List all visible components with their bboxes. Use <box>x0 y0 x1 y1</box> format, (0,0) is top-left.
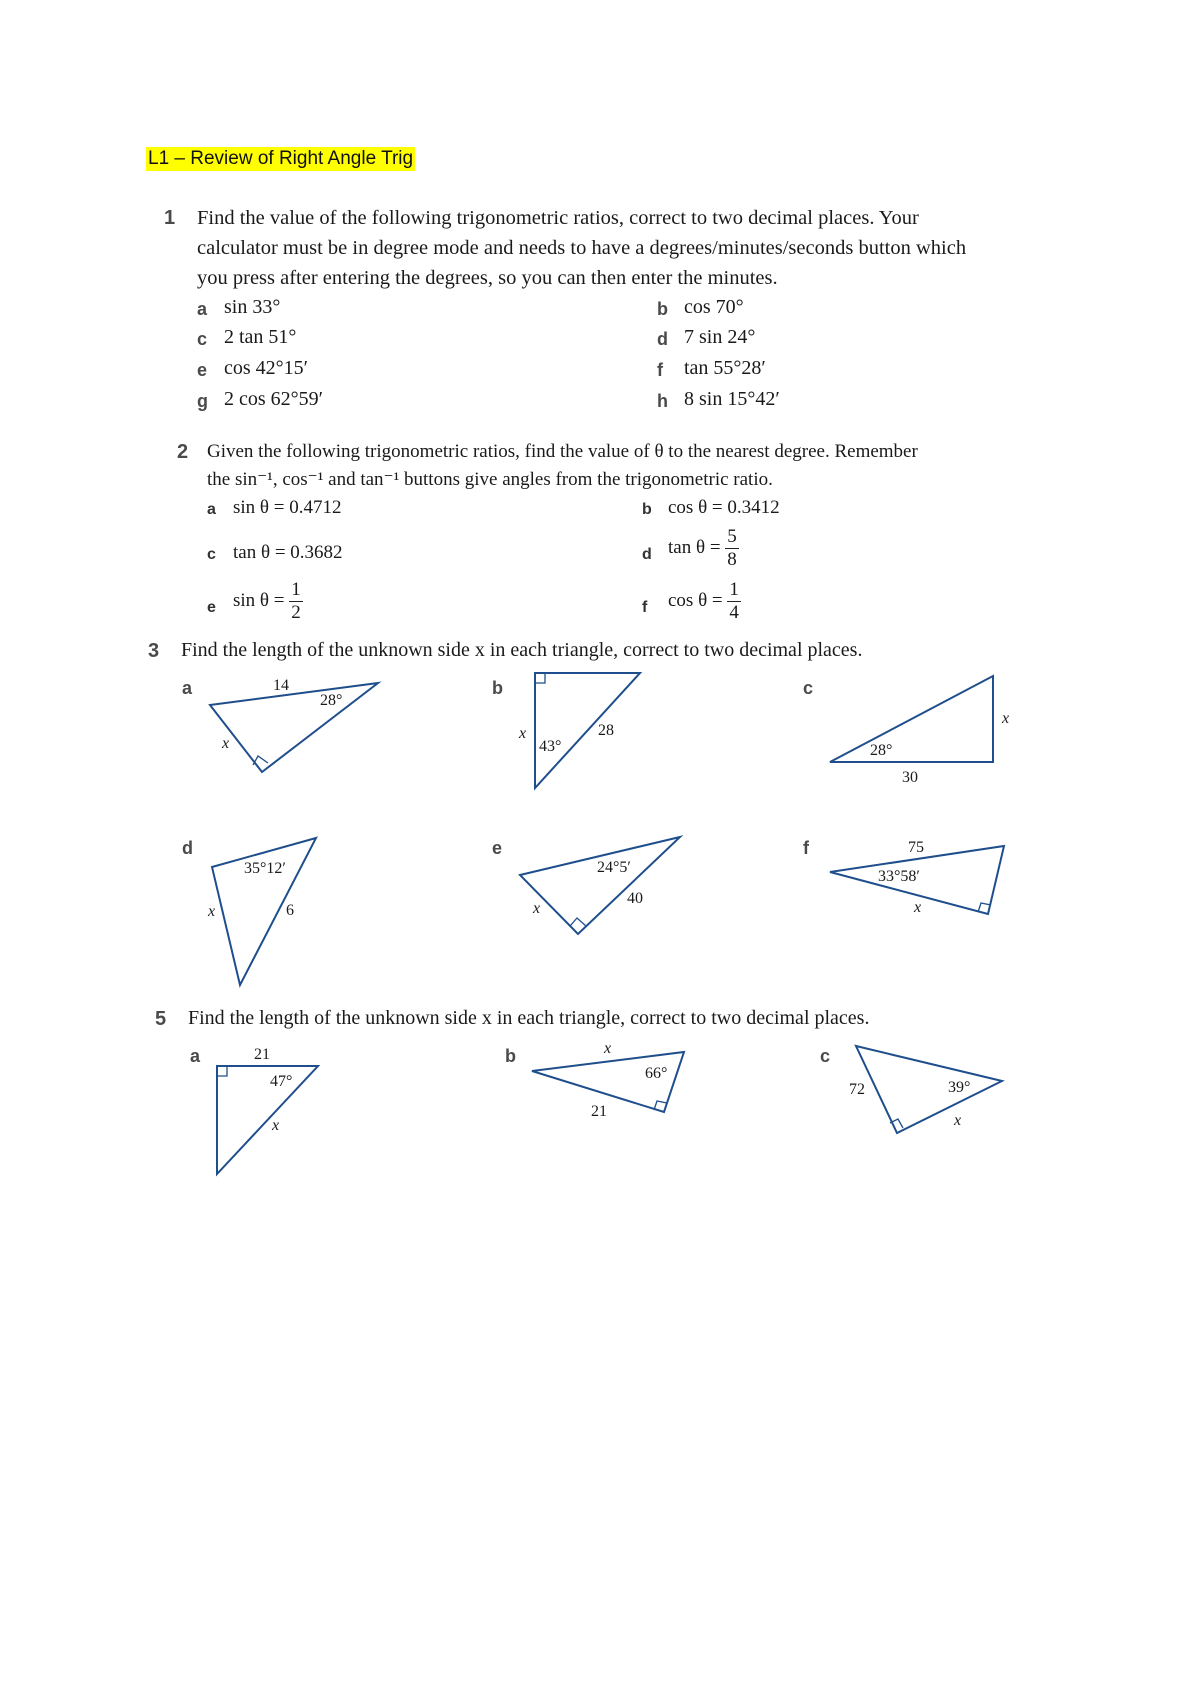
fraction-numerator: 1 <box>291 579 301 600</box>
q1-part-label: b <box>657 299 668 319</box>
q5a-triangle <box>217 1066 318 1174</box>
q1-part-expr: cos 70° <box>684 296 744 318</box>
q3e-side-label: 40 <box>627 890 643 907</box>
q3-number: 3 <box>148 640 160 662</box>
q2-part-expr: sin θ = 0.4712 <box>233 497 342 518</box>
q3e-right-angle-mark <box>570 918 586 926</box>
q2-part-expr: tan θ = 0.3682 <box>233 542 343 563</box>
q3a-triangle <box>210 683 378 772</box>
q1-part-expr: cos 42°15′ <box>224 357 309 379</box>
q1-part-expr: 2 tan 51° <box>224 326 297 348</box>
q2-part-expr: cos θ = <box>668 589 723 611</box>
q2-text-line: Given the following trigonometric ratios, find the value of θ to the nearest degree. Remember <box>207 441 918 462</box>
q1-part-expr: sin 33° <box>224 296 281 318</box>
q5-triangle-label: c <box>820 1046 831 1066</box>
q5a-angle-label: 47° <box>270 1073 293 1090</box>
q3-triangle-label: c <box>803 678 814 698</box>
page-title: L1 – Review of Right Angle Trig <box>148 148 414 169</box>
q3-triangle-label: f <box>803 838 809 858</box>
q5a-side-label: 21 <box>254 1046 270 1063</box>
q3e-unknown-label: x <box>533 900 541 917</box>
q1-part-expr: tan 55°28′ <box>684 357 766 379</box>
q3b-unknown-label: x <box>519 725 527 742</box>
q3c-unknown-label: x <box>1002 710 1010 727</box>
q1-part-expr: 7 sin 24° <box>684 326 756 348</box>
q1-part-expr: 8 sin 15°42′ <box>684 388 780 410</box>
q5-number: 5 <box>155 1008 167 1030</box>
q2-part-label: c <box>207 546 216 563</box>
q2-part-expr: cos θ = 0.3412 <box>668 497 780 518</box>
q1-text-line: Find the value of the following trigonometric ratios, correct to two decimal places. Your <box>197 207 919 229</box>
q2-part-label: e <box>207 599 216 616</box>
q5b-side-label: 21 <box>591 1103 607 1120</box>
q5b-triangle <box>532 1052 684 1112</box>
q5-triangle-label: b <box>505 1046 516 1066</box>
q1-part-expr: 2 cos 62°59′ <box>224 388 324 410</box>
q1-part-label: g <box>197 391 208 411</box>
q1-text-line: you press after entering the degrees, so you can then enter the minutes. <box>197 267 778 289</box>
q2-part-expr: sin θ = <box>233 589 285 611</box>
fraction-numerator: 1 <box>729 579 739 600</box>
q3-triangle-label: e <box>492 838 503 858</box>
q2-part-label: b <box>642 501 652 518</box>
fraction-numerator: 5 <box>727 526 737 547</box>
q1-number: 1 <box>164 207 176 229</box>
q3f-side-label: 75 <box>908 839 924 856</box>
q3-triangle-label: b <box>492 678 503 698</box>
q2-part-label: f <box>642 599 648 616</box>
q3c-side-label: 30 <box>902 769 918 786</box>
q3a-angle-label: 28° <box>320 692 343 709</box>
q3d-angle-label: 35°12′ <box>244 860 286 877</box>
q3-triangle-label: d <box>182 838 193 858</box>
q1-part-label: d <box>657 329 668 349</box>
q3f-angle-label: 33°58′ <box>878 868 920 885</box>
q5b-unknown-label: x <box>604 1040 612 1057</box>
q2-part-expr: tan θ = <box>668 536 721 558</box>
q3b-side-label: 28 <box>598 722 614 739</box>
q3e-angle-label: 24°5′ <box>597 859 631 876</box>
q5-text: Find the length of the unknown side x in each triangle, correct to two decimal places. <box>188 1007 870 1029</box>
q1-part-label: a <box>197 299 208 319</box>
fraction-denominator: 4 <box>729 602 739 623</box>
q2-part-label: d <box>642 546 652 563</box>
q3-text: Find the length of the unknown side x in each triangle, correct to two decimal places. <box>181 639 863 661</box>
q3e-triangle <box>520 837 680 934</box>
fraction-denominator: 8 <box>727 549 737 570</box>
q3a-unknown-label: x <box>222 735 230 752</box>
q2-part-label: a <box>207 501 216 518</box>
q3c-angle-label: 28° <box>870 742 893 759</box>
q5-triangle-label: a <box>190 1046 201 1066</box>
q1-part-label: e <box>197 360 208 380</box>
q5a-unknown-label: x <box>272 1117 280 1134</box>
q2-text-line: the sin⁻¹, cos⁻¹ and tan⁻¹ buttons give angles from the trigonometric ratio. <box>207 469 773 490</box>
q5c-side-label: 72 <box>849 1081 865 1098</box>
q5c-triangle <box>856 1046 1002 1133</box>
q2-number: 2 <box>177 441 189 463</box>
q1-text-line: calculator must be in degree mode and needs to have a degrees/minutes/seconds button which <box>197 237 967 259</box>
q5c-angle-label: 39° <box>948 1079 971 1096</box>
q3a-side-label: 14 <box>273 677 289 694</box>
q1-part-label: c <box>197 329 208 349</box>
q3f-unknown-label: x <box>914 899 922 916</box>
q5a-right-angle-mark <box>217 1066 227 1076</box>
q5c-unknown-label: x <box>954 1112 962 1129</box>
q1-part-label: h <box>657 391 668 411</box>
q3c-triangle <box>830 676 993 762</box>
q5b-angle-label: 66° <box>645 1065 668 1082</box>
q3b-right-angle-mark <box>535 673 545 683</box>
fraction-denominator: 2 <box>291 602 301 623</box>
q3b-angle-label: 43° <box>539 738 562 755</box>
q3d-unknown-label: x <box>208 903 216 920</box>
q3d-side-label: 6 <box>286 902 294 919</box>
q3b-triangle <box>535 673 640 788</box>
q3-triangle-label: a <box>182 678 193 698</box>
q1-part-label: f <box>657 360 663 380</box>
